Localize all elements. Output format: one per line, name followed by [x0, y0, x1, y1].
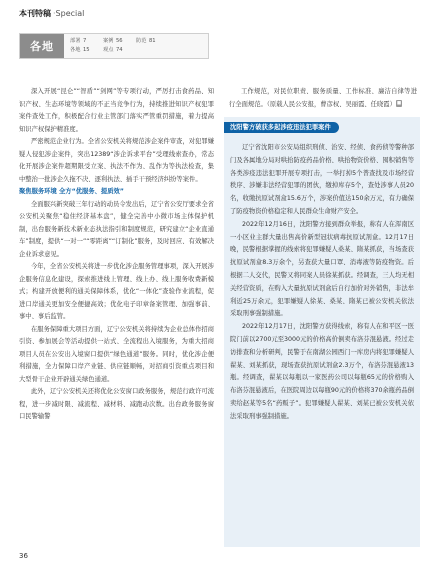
region-row-2 — [70, 46, 169, 55]
body-paragraph: 此外，辽宁公安机关还将优化公安窗口政务服务，规范行政许可流程，进一步减时限、减流程、减材料、减跑动次数。出台政务服务窗口民警输警 — [19, 388, 214, 420]
case-paragraph: 2022年12月17日，沈阳警方获得线索，称有人在和平区一医院门前以2700元至3000元的价格高价倒卖布洛芬混悬液。经过走访排查和分析研判，民警于在南湖公园西门一库房内将犯罪嫌疑人翟某、刘某抓获，现场查获抗原试剂盒2.3万个，布洛芬混悬液13瓶。经调查，翟某以每瓶以一家医药公司以每瓶65元的价格购入布洛芬混悬液后，在医院周边以每瓶90元的价格将370余瓶药品倒卖给赵某等5名“药贩子”。犯罪嫌疑人翟某、刘某已被公安机关依法采取刑事强制措施。 — [230, 323, 414, 420]
source-paragraph-text: 工作规范，对民位职责、服务质量、工作标准、廉洁自律等进行全面规范。（原载人民公安报，曹彦权、吴丽霞、任晓霞） — [229, 88, 417, 108]
region-tab: 各地 — [20, 34, 64, 58]
index-key: 防范 — [136, 38, 147, 44]
end-mark-icon: ■ — [396, 101, 402, 106]
index-value: 81 — [149, 38, 156, 44]
region-index-grid — [70, 37, 169, 55]
case-body — [230, 142, 414, 424]
index-key: 部署 — [70, 38, 81, 44]
body-paragraph: 严密规范企业行为。全省公安机关将规范涉企案件审查，对犯罪嫌疑人侵犯涉企案件，突出12389“涉企诉求平台”受理线索查办，常态化开展涉企案件超期限受立案、执法不作为、乱作为等执法检查，集中整治一批涉企久拖不决、逐利执法、插手干预经济纠纷等案件。 — [19, 138, 214, 183]
section-heading: 聚焦服务环境 全方“优服务、提质效” — [19, 188, 124, 195]
region-nav-box — [19, 33, 209, 59]
section-title — [19, 8, 84, 19]
body-paragraph: 全面服兴新突破三年行动的动员令发出后，辽宁省公安厅要求全省公安机关聚焦“稳住经济基本盘”，健全完善中小微市场主体保护机制，出台服务新技术新业态执法指引和制度规范，研究建立“企业直通车”制度，提供“一对一”“零距离”“订制化”服务，及时回应、有效解决企业诉求意见。 — [19, 200, 214, 258]
case-paragraph: 辽宁省沈阳市公安局组织刑侦、治安、经侦、食药侦等警种部门及各属地分局对哄抬防疫药品价格、哄抬物资价格、囤积销售等各类涉疫违法犯罪开展专项打击，一举打掉5个普查找及市场经营秩序、涉嫌非法经营犯罪的团伙，缴掉库存5个，查处涉事人员20名，收缴抗原试剂盒15.6万个，涉案价值达150余万元，有力确保了防疫物资价格稳定和人民群众生命财产安全。 — [230, 144, 414, 215]
body-paragraph: 今年，全省公安机关将进一步优化涉企服务管理事项，深入开展涉企服务信息化建设，探索推进线上管理、线上办、线上服务收费新模式；构建开放便利的通关保障体系，优化“一体化”查验作业流程，促进口岸通关更加安全便捷高效；优化电子印章备案管理、加强事前、事中、事后监管。 — [19, 263, 214, 320]
left-column — [19, 86, 214, 424]
page-number: 36 — [19, 552, 28, 560]
index-value: 74 — [116, 47, 123, 53]
index-key: 各地 — [70, 47, 81, 53]
case-paragraph: 2022年12月16日，沈阳警方接到群众举报，称有人在浑南区一小区业主群大量出售高价新型冠状病毒抗原试剂盒。12月17日晚，民警根据掌握的线索将犯罪嫌疑人桑某、隋某抓获，当场查获抗原试剂盒8.3万余个，另查获大量口罩、消毒液等防疫物资。后根据二人交代，民警又将同案人员徐某抓获。经调查，三人均无相关经营资质，在购入大量抗原试剂盒后自行加价对外销售，非法牟利近25万余元，犯罪嫌疑人徐某、桑某、隋某已被公安机关依法采取刑事强制措施。 — [230, 220, 414, 318]
section-title-en: Special — [55, 9, 85, 18]
index-key: 观点 — [103, 47, 114, 53]
body-paragraph: 深入开展“昆仑”“智盾”“剑网”等专项行动，严厉打击食药品、知识产权、生态环境等领域的不正当竞争行为，持续推进知识产权犯罪案件查处工作，积极配合行业主管部门落实严管重罚措施，着力提高知识产权保护精准度。 — [19, 88, 214, 133]
section-title-sep: · — [53, 9, 56, 18]
case-sidebar — [224, 117, 420, 547]
index-value: 56 — [116, 38, 123, 44]
body-paragraph: 在服务保障重大项目方面，辽宁公安机关将持续为企业总体作招商引资、参加展会等活动提供一站式、全流程出入境服务，为重大招商项目人员在公安出入境窗口提供“绿色通道”服务。同时，优化涉企便利措施，全力保障口岸产业链、供应链顺畅，对招商引资重点项目和大型骨干企业开辟通关绿色通道。 — [19, 325, 214, 383]
region-row-1 — [70, 37, 169, 46]
index-key: 案例 — [103, 38, 114, 44]
body-paragraph — [229, 86, 417, 111]
right-column-top — [229, 86, 417, 111]
index-value: 15 — [83, 47, 90, 53]
section-title-cn: 本刊特稿 — [19, 9, 51, 18]
index-value: 7 — [83, 38, 87, 44]
case-title: 沈阳警方破获多起涉疫违法犯罪案件 — [224, 122, 339, 133]
